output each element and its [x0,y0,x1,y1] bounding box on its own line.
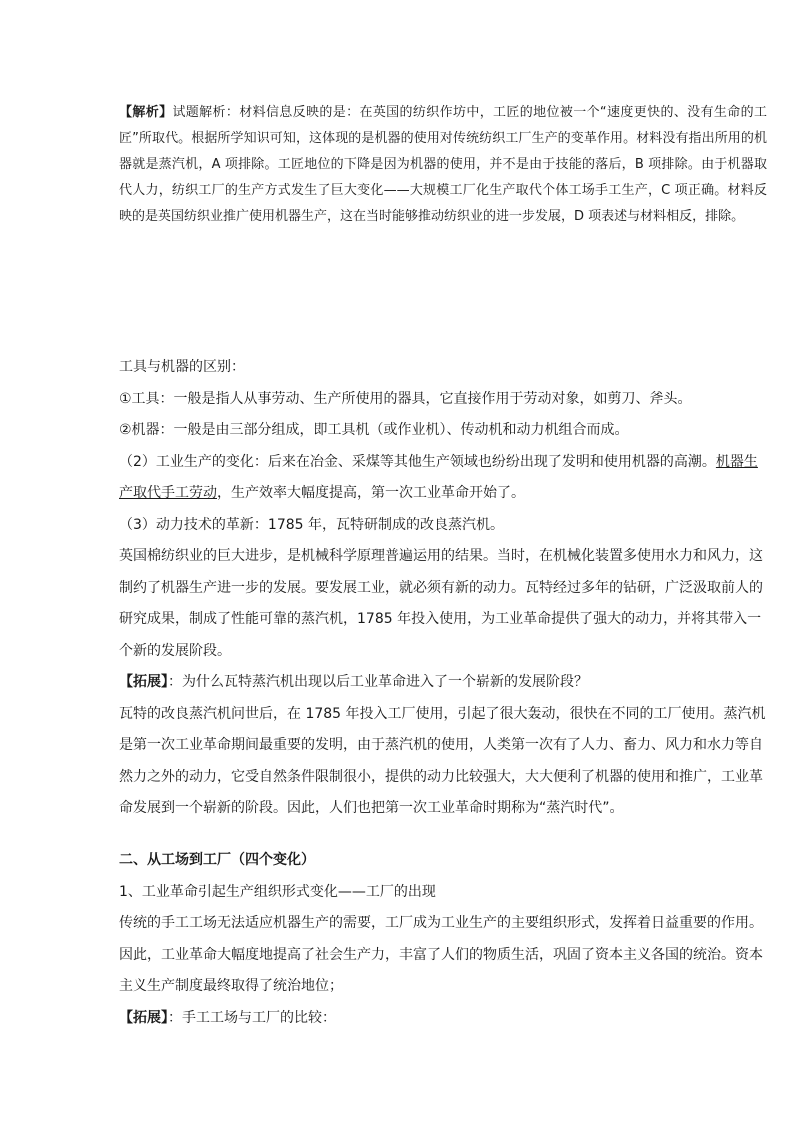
section-2-heading: 二、从工场到工厂（四个变化） [119,852,315,868]
analysis-section [119,100,767,230]
extension-label-1: 【拓展】 [119,674,168,690]
change-2-underlined: 机器生产取代手工劳动 [119,453,758,501]
change-2-text-end: ，生产效率大幅度提高，第一次工业革命开始了。 [217,485,525,501]
tools-section [119,352,767,825]
section-2 [119,845,767,1034]
extension-2-text: ：手工工场与工厂的比较： [168,1009,336,1026]
extension-label-2: 【拓展】 [119,1009,168,1026]
progress-paragraph: 英国棉纺织业的巨大进步，是机械科学原理普遍运用的结果。当时，在机械化装置多使用水力和风力，这制约了机器生产进一步的发展。要发展工业，就必须有新的动力。瓦特经过多年的钻研，广泛汲取前人的研究成果，制成了性能可靠的蒸汽机，1785 年投入使用，为工业革命提供了强大的动力，并将其带入一个新的发展阶段。 [119,548,763,659]
extension-answer-1: 瓦特的改良蒸汽机问世后，在 1785 年投入工厂使用，引起了很大轰动，很快在不同的工厂使用。蒸汽机是第一次工业革命期间最重要的发明，由于蒸汽机的使用，人类第一次有了人力、畜力、风力和水力等自然力之外的动力，它受自然条件限制很小，提供的动力比较强大，大大便利了机器的使用和推广，工业革命发展到一个崭新的阶段。因此，人们也把第一次工业革命时期称为“蒸汽时代”。 [119,705,766,816]
machine-definition: ②机器：一般是由三部分组成，即工具机（或作业机）、传动机和动力机组合而成。 [119,422,629,438]
industrial-change-3: （3）动力技术的革新：1785 年，瓦特研制成的改良蒸汽机。 [119,516,504,533]
tools-heading: 工具与机器的区别： [119,359,245,375]
analysis-label: 【解析】 [119,105,173,120]
extension-question-1 [119,667,767,699]
tool-definition: ①工具：一般是指人从事劳动、生产所使用的器具，它直接作用于劳动对象，如剪刀、斧头。 [119,390,692,407]
section-2-item-1: 1、工业革命引起生产组织形式变化——工厂的出现 [119,883,436,900]
analysis-paragraph [119,100,767,230]
section-2-body: 传统的手工工场无法适应机器生产的需要，工厂成为工业生产的主要组织形式，发挥着日益重要的作用。因此，工业革命大幅度地提高了社会生产力，丰富了人们的物质生活，巩固了资本主义各国的统治。资本主义生产制度最终取得了统治地位； [119,915,763,994]
industrial-change-2 [119,447,767,510]
extension-question-text: ：为什么瓦特蒸汽机出现以后工业革命进入了一个崭新的发展阶段？ [168,674,588,690]
change-2-text: （2）工业生产的变化：后来在冶金、采煤等其他生产领域也纷纷出现了发明和使用机器的高潮。 [119,453,716,470]
analysis-text: 试题解析：材料信息反映的是：在英国的纺织作坊中，工匠的地位被一个“速度更快的、没有生命的工匠”所取代。根据所学知识可知，这体现的是机器的使用对传统纺织工厂生产的变革作用。材料没有指出所用的机器就是蒸汽机，A 项排除。工匠地位的下降是因为机器的使用，并不是由于技能的落后，B 项排除。由于机器取代人力，纺织工厂的生产方式发生了巨大变化——大规模工厂化生产取代个体工场手工生产，C 项正确。材料反映的是英国纺织业推广使用机器生产，这在当时能够推动纺织业的进一步发展，D 项表述与材料相反，排除。 [119,105,767,224]
extension-2 [119,1003,767,1035]
